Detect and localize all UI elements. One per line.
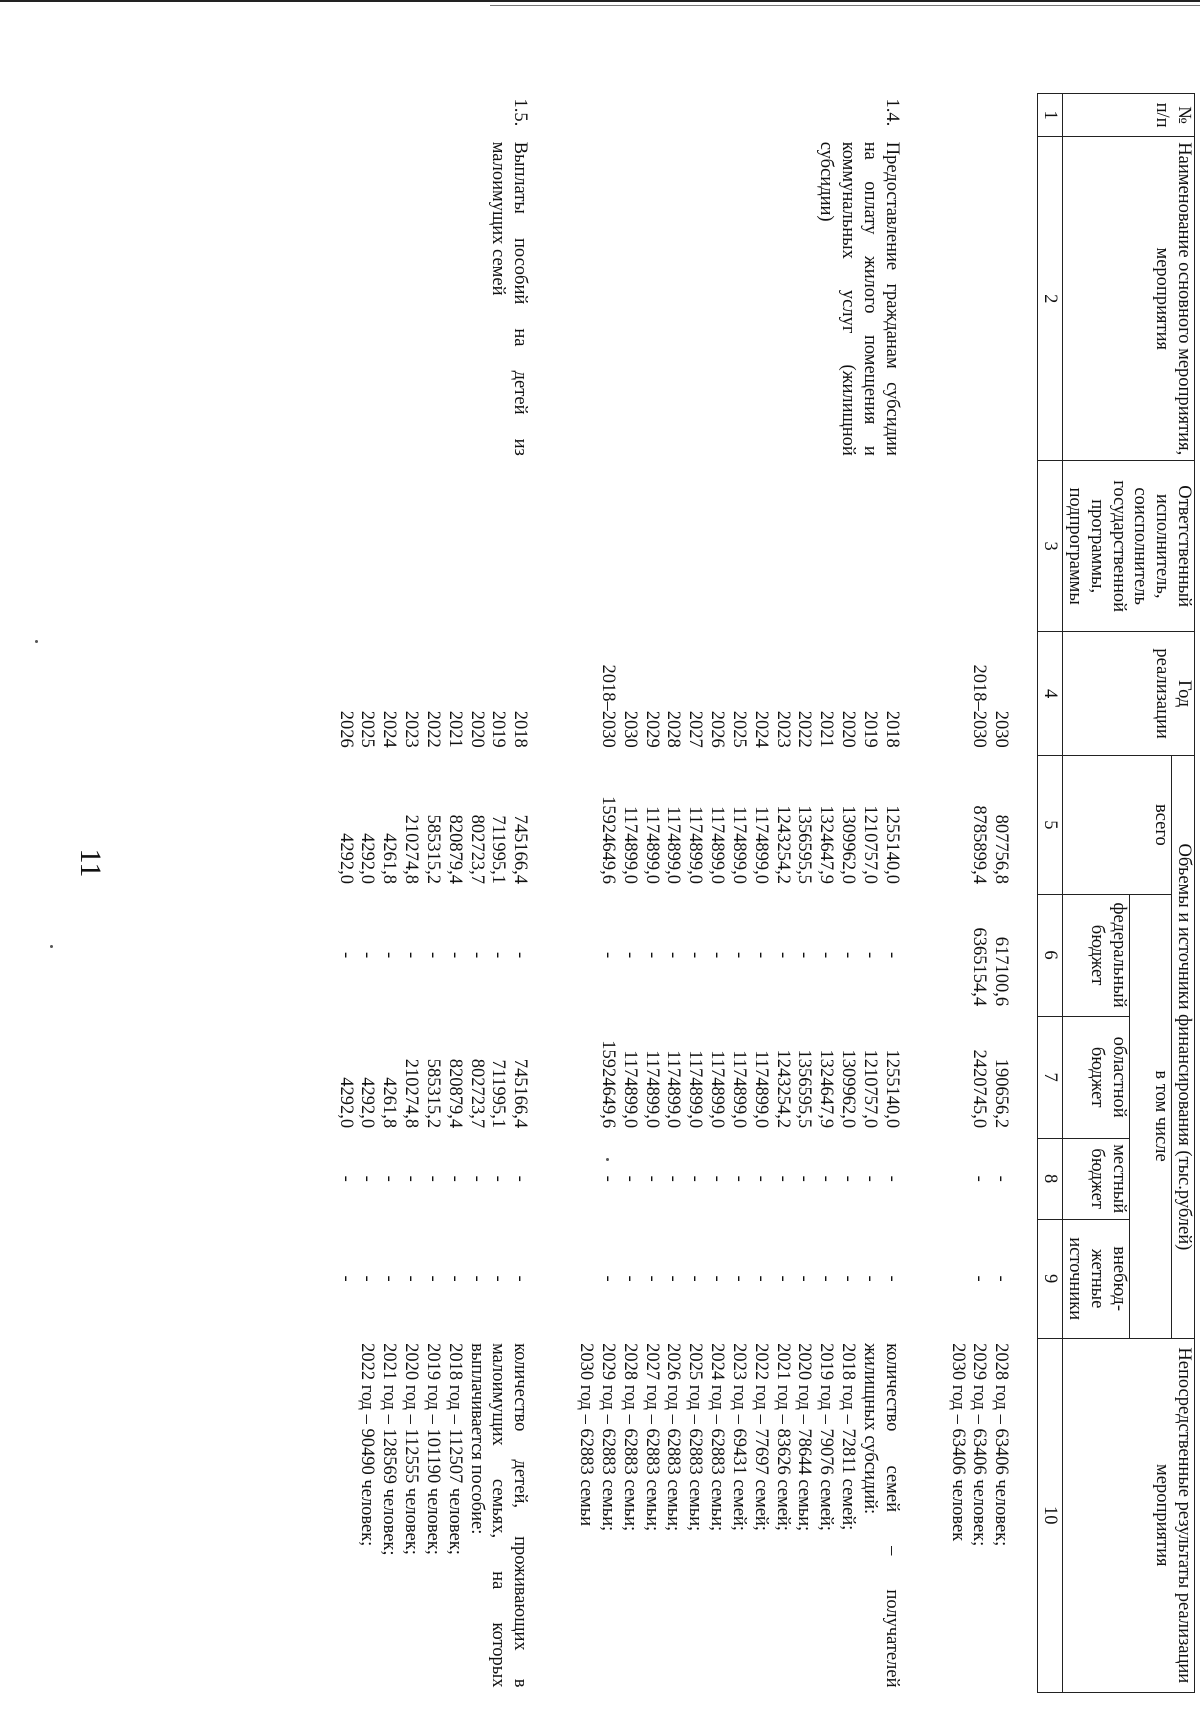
cell-line: - [772, 951, 793, 959]
cell-line: - [641, 951, 662, 959]
cell-line: - [335, 1175, 356, 1182]
cell-line: - [859, 1175, 880, 1182]
cell-line: 2020 [466, 710, 487, 748]
cell-line: 1174899,0 [663, 1050, 684, 1129]
cell-line: - [663, 1175, 684, 1182]
cell-line: 2026 год – 62883 семьи; [663, 1343, 684, 1532]
cell-line: - [597, 951, 618, 959]
cell-line: - [422, 1175, 443, 1182]
column-number: 6 [1038, 894, 1063, 1016]
cell-line: 1309962,0 [838, 1049, 859, 1129]
cell-line: - [838, 1175, 859, 1182]
cell-line: 1255140,0 [881, 1049, 902, 1129]
regional-cell [946, 1016, 1015, 1138]
cell-line: 1174899,0 [728, 1050, 749, 1129]
cell-line: 2023 [772, 710, 793, 748]
cell-line: - [750, 951, 771, 959]
row-name: Выплаты пособий на детей из малоимущих семей [488, 141, 531, 456]
cell-line: - [838, 1275, 859, 1282]
page-number: 11 [74, 848, 107, 878]
cell-line: 2029 год – 63406 человек; [969, 1343, 990, 1547]
cell-line: - [444, 951, 465, 959]
extra-cell [574, 1219, 905, 1338]
cell-line: - [488, 951, 509, 959]
cell-line: - [794, 1175, 815, 1182]
cell-line: 2018 [510, 710, 531, 748]
results-cell [334, 1338, 534, 1692]
federal-cell [334, 894, 534, 1016]
row-name: Предоставление гражданам субсидии на оплату жилого помещения и коммунальных услуг (жилищной субсидии) [816, 141, 902, 456]
results-intro: количество детей, проживающих в малоимущих семьях, на которых выплачивается пособие: [466, 1343, 531, 1688]
years-cell [574, 632, 905, 756]
cell-line: - [597, 1275, 618, 1282]
cell-line: 2420745,0 [969, 1049, 990, 1129]
cell-line: 2023 год – 69431 семей; [728, 1343, 749, 1531]
cell-line: - [707, 1275, 728, 1282]
cell-line: - [969, 1175, 990, 1182]
table-row-1-5 [334, 94, 534, 1693]
cell-line: 2030 [991, 710, 1012, 748]
cell-line: 2026 [707, 710, 728, 748]
cell-line: - [794, 951, 815, 959]
cell-line: 2018–2030 [969, 664, 990, 748]
cell-line: 2025 [357, 710, 378, 748]
cell-line: - [728, 951, 749, 959]
cell-line: 1356595,5 [794, 1049, 815, 1129]
cell-line: 2022 [794, 710, 815, 748]
cell-line: 1255140,0 [881, 805, 902, 885]
cell-line: 2030 год – 62883 семьи [576, 1343, 597, 1527]
cell-line: - [859, 951, 880, 959]
cell-line: - [597, 1175, 618, 1182]
cell-line: 2030 [619, 710, 640, 748]
cell-line: 6365154,4 [969, 927, 990, 1007]
cell-line: 2020 [838, 710, 859, 748]
header-including: в том числе [1129, 894, 1172, 1338]
column-number: 8 [1038, 1138, 1063, 1219]
cell-line: 617100,6 [991, 936, 1012, 1007]
cell-line: 2019 год – 79076 семей; [816, 1343, 837, 1531]
cell-line: 2018 год – 112507 человек; [444, 1343, 465, 1555]
cell-line: - [466, 1275, 487, 1282]
cell-line: 2019 год – 101190 человек; [422, 1343, 443, 1555]
cell-line: 820879,4 [444, 814, 465, 885]
federal-cell [946, 894, 1015, 1016]
cell-line: 2021 год – 83626 семей; [772, 1343, 793, 1531]
regional-cell [574, 1016, 905, 1138]
cell-line: 2026 [335, 710, 356, 748]
cell-line: 1174899,0 [728, 806, 749, 885]
cell-line: 1174899,0 [707, 806, 728, 885]
cell-line: 2029 год – 62883 семьи; [597, 1343, 618, 1532]
column-number: 7 [1038, 1016, 1063, 1138]
cell-line: 4292,0 [357, 833, 378, 885]
row-executor [334, 461, 534, 632]
cell-line: - [510, 1275, 531, 1282]
cell-line: 1174899,0 [750, 1050, 771, 1129]
cell-line: - [816, 951, 837, 959]
cell-line: - [685, 1275, 706, 1282]
cell-line: - [969, 1275, 990, 1282]
cell-line: - [663, 1275, 684, 1282]
cell-line: - [466, 951, 487, 959]
cell-line: 2021 год – 128569 человек; [379, 1343, 400, 1556]
cell-line: 1243254,2 [772, 1049, 793, 1129]
cell-line: - [794, 1275, 815, 1282]
cell-line: - [357, 951, 378, 959]
cell-line: 1174899,0 [685, 806, 706, 885]
results-cell [574, 1338, 905, 1692]
cell-line: - [991, 1175, 1012, 1182]
cell-line: 2025 [728, 710, 749, 748]
cell-line: 802723,7 [466, 814, 487, 885]
header-total: всего [1063, 756, 1172, 894]
results-list [574, 1343, 858, 1687]
cell-line: 2019 [488, 710, 509, 748]
row-number: 1.5. [510, 98, 531, 127]
scan-edge-line-thin [490, 5, 1200, 6]
cell-line: - [401, 1275, 422, 1282]
cell-line: - [357, 1275, 378, 1282]
program-table [334, 93, 1195, 1693]
cell-line: - [379, 951, 400, 959]
header-executor: Ответственный исполнитель, соисполнитель государственной программы, подпрограммы [1063, 461, 1195, 632]
cell-line: 1174899,0 [641, 1050, 662, 1129]
column-number: 1 [1038, 94, 1063, 137]
cell-line: 820879,4 [444, 1058, 465, 1129]
years-cell [334, 632, 534, 756]
column-number: 4 [1038, 632, 1063, 756]
cell-line: - [510, 951, 531, 959]
total-cell [574, 756, 905, 894]
header-extra: внебюд-жетные источники [1063, 1219, 1129, 1338]
cell-line: - [488, 1275, 509, 1282]
federal-cell [574, 894, 905, 1016]
results-intro: количество семей – получателей жилищных субсидий: [859, 1343, 902, 1688]
cell-line: 2024 [750, 710, 771, 748]
header-federal: федеральный бюджет [1063, 894, 1129, 1016]
cell-line: 2024 год – 62883 семьи; [707, 1343, 728, 1532]
local-cell [334, 1138, 534, 1219]
cell-line: - [685, 951, 706, 959]
cell-line: - [750, 1275, 771, 1282]
cell-line: - [401, 951, 422, 959]
cell-line: - [881, 1175, 902, 1182]
header-divider [1015, 94, 1038, 1693]
cell-line: 8785899,4 [969, 805, 990, 885]
row-number: 1.4. [881, 98, 902, 127]
cell-line: 711995,1 [488, 815, 509, 885]
cell-line: 2024 [379, 710, 400, 748]
cell-line: 210274,8 [401, 1058, 422, 1129]
table-row-1-4 [574, 94, 905, 1693]
table-body [334, 94, 1038, 1693]
cell-line: - [641, 1175, 662, 1182]
cell-line: - [881, 1275, 902, 1282]
local-cell [574, 1138, 905, 1219]
cell-line: 4292,0 [335, 833, 356, 885]
header-name: Наименование основного мероприятия, мероприятия [1063, 137, 1195, 461]
results-list [356, 1343, 465, 1687]
cell-line: - [444, 1275, 465, 1282]
header-results: Непосредственные результаты реализации мероприятия [1063, 1338, 1195, 1692]
row-executor [574, 461, 905, 632]
cell-line: 2027 год – 62883 семьи; [641, 1343, 662, 1532]
cell-line: 1356595,5 [794, 805, 815, 885]
cell-line: - [859, 1275, 880, 1282]
column-number: 2 [1038, 137, 1063, 461]
cell-line: 585315,2 [422, 814, 443, 885]
cell-line: 4292,0 [357, 1077, 378, 1129]
cell-line: - [772, 1275, 793, 1282]
cell-line: 1174899,0 [750, 806, 771, 885]
cell-line: 15924649,6 [597, 1040, 618, 1129]
cell-line: 15924649,6 [597, 796, 618, 885]
cell-line: 1174899,0 [707, 1050, 728, 1129]
cell-line: 2025 год – 62883 семьи; [685, 1343, 706, 1532]
cell-line: - [335, 951, 356, 959]
cell-line: 1174899,0 [663, 806, 684, 885]
header-num: № п/п [1063, 94, 1195, 137]
extra-cell [334, 1219, 534, 1338]
cell-line: - [991, 1275, 1012, 1282]
cell-line: 1324647,9 [816, 1049, 837, 1129]
cell-line: - [728, 1175, 749, 1182]
cell-line: - [422, 951, 443, 959]
total-cell [946, 756, 1015, 894]
table-row-continuation [946, 94, 1015, 1693]
cell-line: - [401, 1175, 422, 1182]
total-cell [334, 756, 534, 894]
cell-line: 1309962,0 [838, 805, 859, 885]
cell-line: 1324647,9 [816, 805, 837, 885]
cell-line: - [707, 1175, 728, 1182]
cell-line: 1210757,0 [859, 1049, 880, 1129]
cell-line: - [728, 1275, 749, 1282]
header-funding: Объемы и источники финансирования (тыс.рублей) [1172, 756, 1195, 1338]
cell-line: 745166,4 [510, 814, 531, 885]
cell-line: 585315,2 [422, 1058, 443, 1129]
cell-line: - [379, 1275, 400, 1282]
cell-line: 2020 год – 78644 семьи; [794, 1343, 815, 1532]
cell-line: - [619, 1175, 640, 1182]
cell-line: 2022 [422, 710, 443, 748]
cell-line: 4261,8 [379, 1077, 400, 1129]
cell-line: 2021 [816, 710, 837, 748]
cell-line: - [707, 951, 728, 959]
cell-line: 2029 [641, 710, 662, 748]
cell-line: - [379, 1175, 400, 1182]
scan-edge-line [0, 0, 1200, 2]
cell-line: - [422, 1275, 443, 1282]
cell-line: 2028 [663, 710, 684, 748]
cell-line: - [772, 1175, 793, 1182]
cell-line: 4292,0 [335, 1077, 356, 1129]
cell-line: - [838, 951, 859, 959]
results-cell [946, 1338, 1015, 1692]
header-regional: областной бюджет [1063, 1016, 1129, 1138]
cell-line: - [750, 1175, 771, 1182]
cell-line: 2020 год – 112555 человек; [401, 1343, 422, 1555]
cell-line: - [619, 951, 640, 959]
cell-line: 2019 [859, 710, 880, 748]
cell-line: - [488, 1175, 509, 1182]
cell-line: 745166,4 [510, 1058, 531, 1129]
column-number: 9 [1038, 1219, 1063, 1338]
cell-line: 1174899,0 [641, 806, 662, 885]
cell-line: 1243254,2 [772, 805, 793, 885]
cell-line: - [510, 1175, 531, 1182]
column-number: 5 [1038, 756, 1063, 894]
cell-line: 2022 год – 77697 семей; [750, 1343, 771, 1531]
scan-dot [50, 945, 53, 948]
cell-line: 802723,7 [466, 1058, 487, 1129]
cell-line: 2028 год – 62883 семьи; [619, 1343, 640, 1532]
column-number: 10 [1038, 1338, 1063, 1692]
cell-line: - [357, 1175, 378, 1182]
cell-line: 1174899,0 [685, 1050, 706, 1129]
scan-dot [35, 640, 38, 643]
header-local: местный бюджет [1063, 1138, 1129, 1219]
cell-line: - [466, 1175, 487, 1182]
cell-line: 190656,2 [991, 1058, 1012, 1129]
cell-line: 2018 [881, 710, 902, 748]
extra-cell [946, 1219, 1015, 1338]
local-cell [946, 1138, 1015, 1219]
cell-line: 2018–2030 [597, 664, 618, 748]
cell-line: 2022 год – 90490 человек; [357, 1343, 378, 1547]
regional-cell [334, 1016, 534, 1138]
cell-line: 2018 год – 72811 семей; [838, 1343, 859, 1531]
cell-line: - [881, 951, 902, 959]
cell-line: - [641, 1275, 662, 1282]
header-year: Год реализации [1063, 632, 1195, 756]
cell-line: 2027 [685, 710, 706, 748]
cell-line: 4261,8 [379, 833, 400, 885]
cell-line: 210274,8 [401, 814, 422, 885]
cell-line: - [816, 1175, 837, 1182]
rotated-table-container [135, 93, 1195, 1693]
cell-line: - [335, 1275, 356, 1282]
cell-line: 1174899,0 [619, 806, 640, 885]
cell-line: 1210757,0 [859, 805, 880, 885]
table-header [1038, 94, 1195, 1693]
cell-line: - [619, 1275, 640, 1282]
cell-line: 2023 [401, 710, 422, 748]
cell-line: 2021 [444, 710, 465, 748]
years-cell [946, 632, 1015, 756]
cell-line: 807756,8 [991, 814, 1012, 885]
cell-line: - [685, 1175, 706, 1182]
cell-line: 2028 год – 63406 человек; [991, 1343, 1012, 1547]
cell-line: - [663, 951, 684, 959]
cell-line: - [816, 1275, 837, 1282]
cell-line: - [444, 1175, 465, 1182]
cell-line: 711995,1 [488, 1059, 509, 1129]
cell-line: 1174899,0 [619, 1050, 640, 1129]
cell-line: 2030 год – 63406 человек [947, 1343, 968, 1542]
column-number: 3 [1038, 461, 1063, 632]
